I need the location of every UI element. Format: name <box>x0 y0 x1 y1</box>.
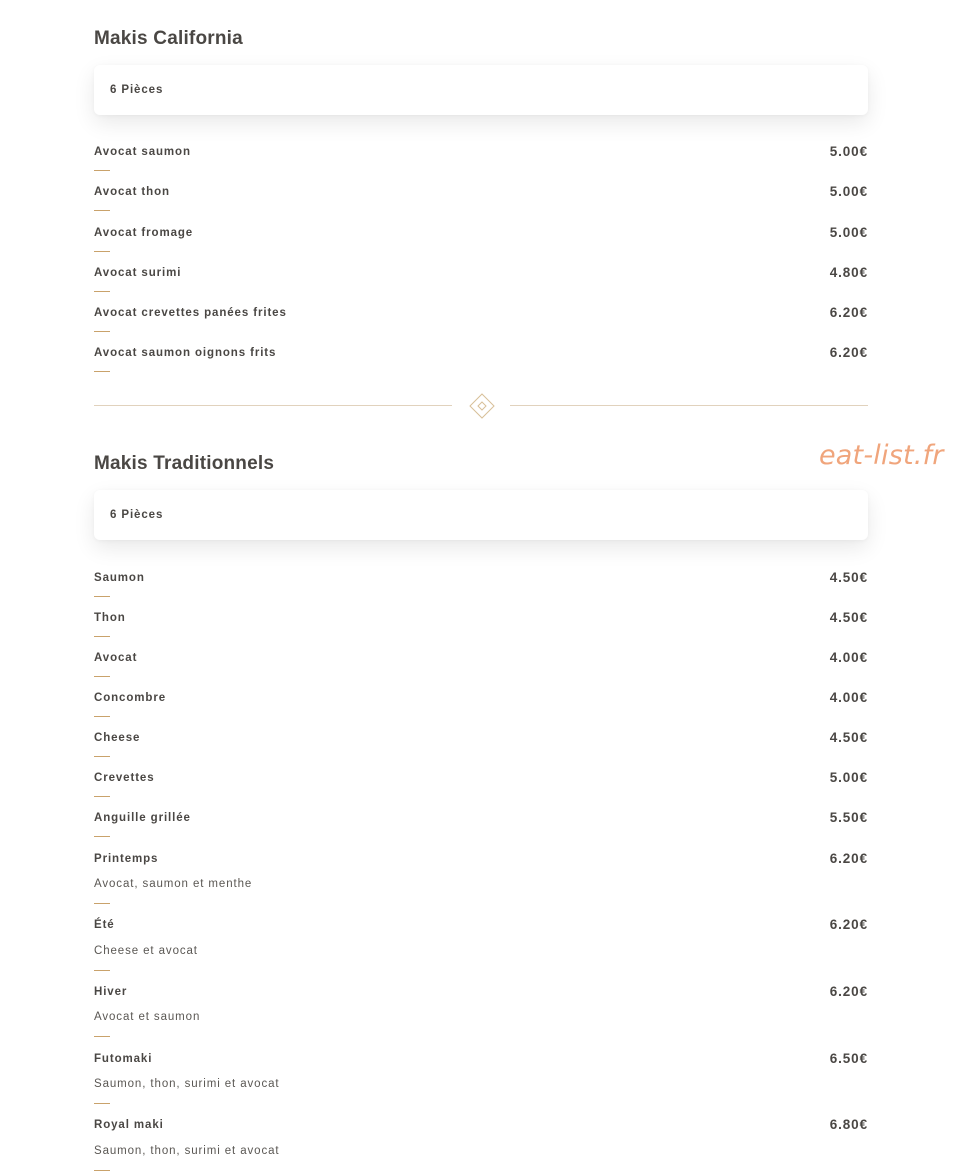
menu-item-description: Saumon, thon, surimi et avocat <box>94 1078 280 1090</box>
item-divider-dash <box>94 970 110 971</box>
menu-item-price: 5.00€ <box>829 184 868 199</box>
menu-item-name: Anguille grillée <box>94 812 191 824</box>
item-divider-dash <box>94 1036 110 1037</box>
menu-item-price: 5.00€ <box>829 225 868 240</box>
menu-item-price: 6.20€ <box>829 917 868 932</box>
menu-item-price: 6.50€ <box>829 1051 868 1066</box>
item-divider-dash <box>94 291 110 292</box>
menu-item-description: Cheese et avocat <box>94 945 198 957</box>
item-divider-dash <box>94 796 110 797</box>
menu-item-price: 4.50€ <box>829 570 868 585</box>
menu-item-price: 6.20€ <box>829 305 868 320</box>
item-divider-dash <box>94 596 110 597</box>
menu-item-price: 6.80€ <box>829 1117 868 1132</box>
diamond-ornament-icon <box>469 393 495 419</box>
menu-item-name: Avocat <box>94 652 138 664</box>
item-divider-dash <box>94 636 110 637</box>
watermark-text: eat-list.fr <box>819 440 944 471</box>
menu-item-price: 6.20€ <box>829 345 868 360</box>
menu-item-price: 4.00€ <box>829 650 868 665</box>
separator-line-left <box>94 405 452 406</box>
section-separator <box>94 391 868 421</box>
menu-item-name: Thon <box>94 612 126 624</box>
pieces-card <box>94 490 868 540</box>
menu-item-price: 6.20€ <box>829 984 868 999</box>
menu-item-name: Printemps <box>94 853 159 865</box>
item-divider-dash <box>94 170 110 171</box>
item-divider-dash <box>94 836 110 837</box>
pieces-label: 6 Pièces <box>110 84 164 96</box>
pieces-label: 6 Pièces <box>110 509 164 521</box>
menu-item-name: Royal maki <box>94 1119 164 1131</box>
menu-item-price: 5.00€ <box>829 770 868 785</box>
menu-item-name: Crevettes <box>94 772 155 784</box>
item-divider-dash <box>94 210 110 211</box>
menu-item-description: Saumon, thon, surimi et avocat <box>94 1145 280 1157</box>
menu-item-name: Été <box>94 919 115 931</box>
menu-item-name: Avocat crevettes panées frites <box>94 307 287 319</box>
section-title: Makis Traditionnels <box>94 453 275 474</box>
item-divider-dash <box>94 331 110 332</box>
menu-item-price: 4.00€ <box>829 690 868 705</box>
menu-item-name: Saumon <box>94 572 145 584</box>
menu-item-name: Avocat thon <box>94 186 170 198</box>
section-title: Makis California <box>94 28 243 49</box>
menu-item-name: Avocat fromage <box>94 227 194 239</box>
item-divider-dash <box>94 251 110 252</box>
item-divider-dash <box>94 903 110 904</box>
menu-item-name: Futomaki <box>94 1053 153 1065</box>
menu-item-price: 5.50€ <box>829 810 868 825</box>
menu-item-name: Avocat surimi <box>94 267 182 279</box>
menu-item-price: 4.50€ <box>829 610 868 625</box>
section-makis-traditionnels <box>94 452 868 1157</box>
item-divider-dash <box>94 756 110 757</box>
menu-item-name: Avocat saumon <box>94 146 191 158</box>
menu-item-price: 4.50€ <box>829 730 868 745</box>
item-divider-dash <box>94 371 110 372</box>
menu-item-name: Concombre <box>94 692 166 704</box>
pieces-card <box>94 65 868 115</box>
item-divider-dash <box>94 676 110 677</box>
menu-item-description: Avocat et saumon <box>94 1011 201 1023</box>
separator-line-right <box>510 405 868 406</box>
menu-item-name: Cheese <box>94 732 141 744</box>
item-divider-dash <box>94 1103 110 1104</box>
menu-item-price: 6.20€ <box>829 851 868 866</box>
item-divider-dash <box>94 716 110 717</box>
menu-item-price: 4.80€ <box>829 265 868 280</box>
item-divider-dash <box>94 1170 110 1171</box>
menu-item-name: Hiver <box>94 986 128 998</box>
menu-item-price: 5.00€ <box>829 144 868 159</box>
section-makis-california <box>94 27 868 360</box>
menu-item-name: Avocat saumon oignons frits <box>94 347 277 359</box>
menu-item-description: Avocat, saumon et menthe <box>94 878 253 890</box>
